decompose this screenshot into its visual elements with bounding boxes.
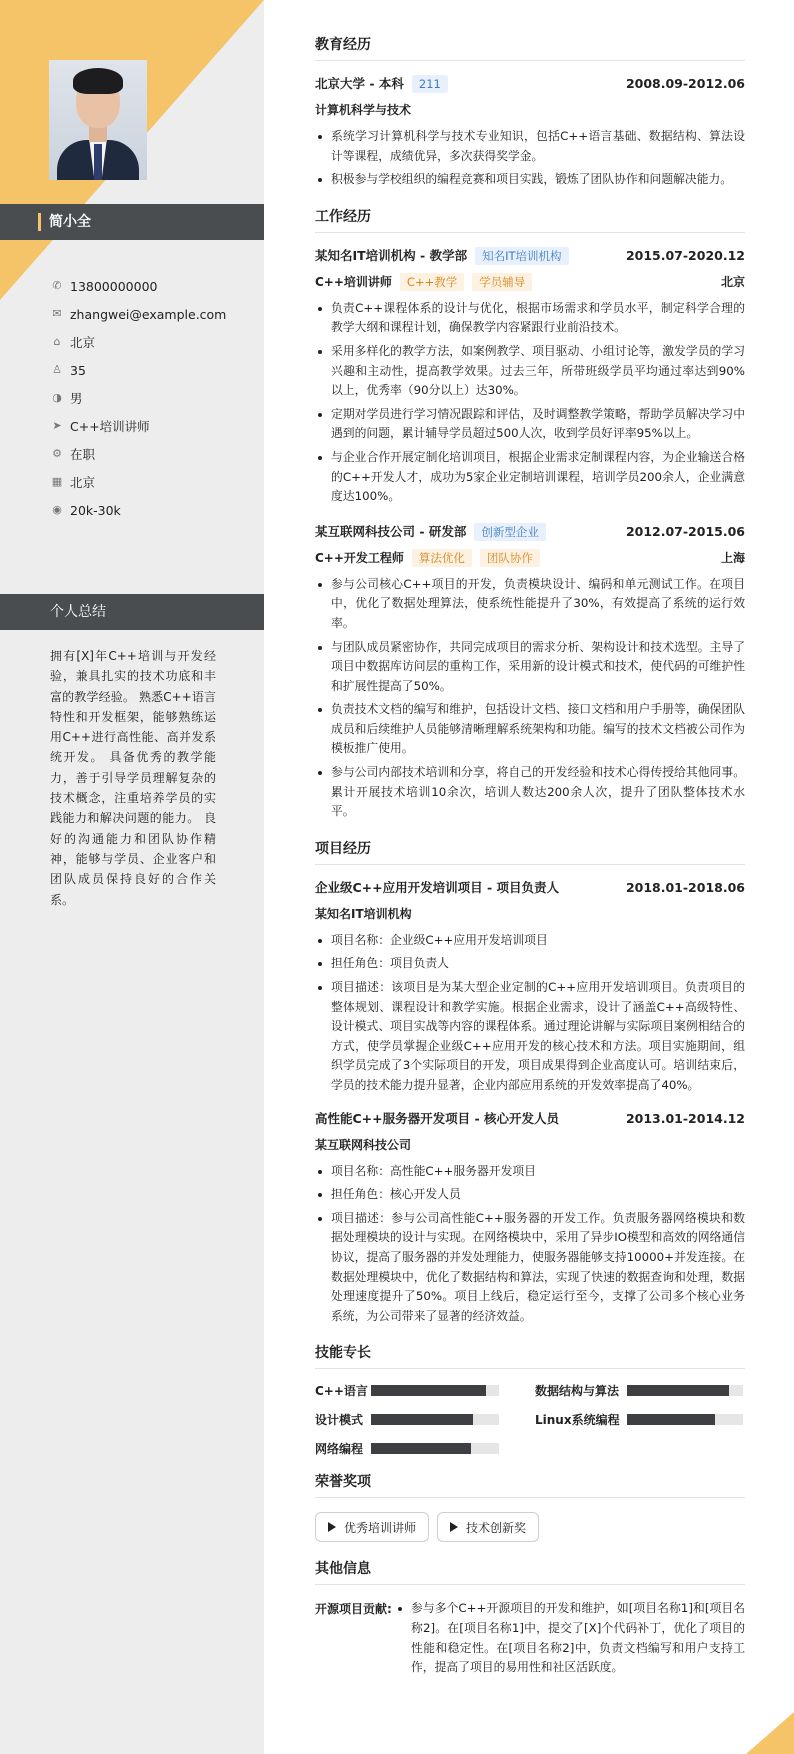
work-bullets: [315, 575, 745, 822]
candidate-name: 简小全: [49, 214, 91, 230]
role-tag: 团队协作: [480, 549, 540, 567]
project-bullets: [315, 931, 745, 1096]
info-city: [50, 468, 226, 496]
list-item: 参与多个C++开源项目的开发和维护，如[项目名称1]和[项目名称2]。在[项目名称1]中，提交了[X]个代码补丁，优化了项目的性能和稳定性。在[项目名称2]中，负责文档编写和用户支持工作，提高了项目的易用性和社区活跃度。: [395, 1599, 745, 1677]
info-text: 北京: [70, 475, 96, 490]
summary-header: [0, 594, 264, 630]
section-title: 其他信息: [315, 1560, 745, 1585]
summary-text: 拥有[X]年C++培训与开发经验，兼具扎实的技术功底和丰富的教学经验。 熟悉C++语言特性和开发框架，能够熟练运用C++进行高性能、高并发系统开发。 具备优秀的教学能力，善于引导学员理解复杂的技术概念，注重培养学员的实践能力和解决问题的能力。 良好的沟通能力和团队协作精神，能够与学员、企业客户和团队成员保持良好的合作关系。: [50, 649, 216, 907]
list-item: 担任角色：核心开发人员: [315, 1185, 745, 1205]
info-text: zhangwei@example.com: [70, 306, 227, 322]
skills-section: [315, 1344, 745, 1455]
info-text: 35: [70, 362, 86, 378]
info-text: 在职: [70, 447, 96, 462]
salary-icon: ◉: [52, 503, 62, 516]
company-tag: 创新型企业: [474, 523, 546, 541]
role-head: [315, 273, 745, 291]
skill-item: [315, 1383, 535, 1397]
list-item: 负责C++课程体系的设计与优化，根据市场需求和学员水平，制定科学合理的教学大纲和课程计划，确保教学内容紧跟行业前沿技术。: [315, 299, 745, 338]
list-item: 积极参与学校组织的编程竞赛和项目实践，锻炼了团队协作和问题解决能力。: [315, 170, 745, 190]
work-entry-head: [315, 523, 745, 541]
skill-bar-fill: [627, 1414, 715, 1425]
decor-triangle-bottom: [746, 1712, 794, 1754]
info-email: [50, 300, 226, 328]
play-icon: [328, 1522, 336, 1532]
work-entry-head: [315, 247, 745, 265]
skills-grid: [315, 1383, 745, 1455]
info-position: [50, 412, 226, 440]
section-title: 教育经历: [315, 36, 745, 61]
list-item: 与团队成员紧密协作，共同完成项目的需求分析、架构设计和技术选型。主导了项目中数据库访问层的重构工作，采用新的设计模式和技术，使代码的可维护性和扩展性提高了50%。: [315, 638, 745, 697]
skill-label: Linux系统编程: [535, 1412, 620, 1427]
building-icon: ▦: [51, 475, 63, 488]
info-text: 男: [70, 391, 83, 406]
contact-info-list: [50, 272, 226, 524]
role-title: C++培训讲师: [315, 274, 392, 289]
name-bar: [0, 204, 264, 240]
info-text: 20k-30k: [70, 502, 121, 518]
major: 计算机科学与技术: [315, 103, 412, 117]
other-bullets: [395, 1599, 745, 1681]
education-head: [315, 75, 745, 93]
send-icon: ➤: [52, 419, 62, 432]
school-tag: 211: [412, 75, 448, 93]
work-date: 2015.07-2020.12: [625, 247, 745, 263]
role-title: C++开发工程师: [315, 550, 404, 565]
project-entry: [315, 1110, 745, 1327]
info-gender: [50, 384, 226, 412]
project-date: 2018.01-2018.06: [625, 879, 745, 895]
role-head: [315, 549, 745, 567]
skill-bar-fill: [627, 1385, 729, 1396]
skill-item: [315, 1441, 535, 1455]
role-tag: 算法优化: [412, 549, 472, 567]
skill-label: 网络编程: [315, 1441, 364, 1456]
education-date: 2008.09-2012.06: [625, 76, 745, 91]
school-name: 北京大学 - 本科: [315, 76, 404, 91]
skill-bar: [627, 1385, 743, 1396]
role-tag: 学员辅导: [472, 273, 532, 291]
list-item: 参与公司内部技术培训和分享，将自己的开发经验和技术心得传授给其他同事。累计开展技术培训10余次，培训人数达200余人次，提升了团队整体技术水平。: [315, 763, 745, 822]
skill-bar: [627, 1414, 743, 1425]
skill-bar: [371, 1443, 499, 1454]
awards-list: [315, 1512, 745, 1542]
work-date: 2012.07-2015.06: [625, 523, 745, 539]
skill-item: [315, 1412, 535, 1426]
skill-bar-fill: [371, 1385, 486, 1396]
sidebar: [0, 0, 264, 1754]
award-chip[interactable]: [315, 1512, 429, 1542]
skill-label: 数据结构与算法: [535, 1383, 620, 1398]
info-location: [50, 328, 226, 356]
project-bullets: [315, 1162, 745, 1327]
gender-icon: ◑: [52, 391, 62, 404]
info-text: 13800000000: [70, 278, 158, 294]
skill-bar: [371, 1414, 499, 1425]
info-age: [50, 356, 226, 384]
award-label: 技术创新奖: [466, 1520, 527, 1535]
list-item: 与企业合作开展定制化培训项目，根据企业需求定制课程内容，为企业输送合格的C++开发人才，成功为5家企业定制培训课程，培训学员200余人，企业满意度达100%。: [315, 448, 745, 507]
list-item: 负责技术文档的编写和维护，包括设计文档、接口文档和用户手册等，确保团队成员和后续维护人员能够清晰理解系统架构和功能。编写的技术文档被公司作为模板推广使用。: [315, 700, 745, 759]
info-salary: [50, 496, 226, 524]
award-chip[interactable]: [437, 1512, 539, 1542]
work-entry: [315, 523, 745, 822]
section-title: 技能专长: [315, 1344, 745, 1369]
list-item: 参与公司核心C++项目的开发，负责模块设计、编码和单元测试工作。在项目中，优化了数据处理算法，使系统性能提升了30%，有效提高了系统的运行效率。: [315, 575, 745, 634]
project-entry: [315, 879, 745, 1096]
list-item: 定期对学员进行学习情况跟踪和评估，及时调整教学策略，帮助学员解决学习中遇到的问题，累计辅导学员超过500人次，收到学员好评率95%以上。: [315, 405, 745, 444]
list-item: 项目描述：参与公司高性能C++服务器的开发工作。负责服务器网络模块和数据处理模块的设计与实现。在网络模块中，采用了异步IO模型和高效的网络通信协议，提高了服务器的并发处理能力，使服务器能够支持10000+并发连接。在数据处理模块中，优化了数据结构和算法，实现了快速的数据查询和处理，数据处理速度提升了50%。项目上线后，稳定运行至今，支撑了公司多个核心业务系统，为公司带来了显著的经济效益。: [315, 1209, 745, 1327]
list-item: 采用多样化的教学方法，如案例教学、项目驱动、小组讨论等，激发学员的学习兴趣和主动性，提高教学效果。过去三年，所带班级学员平均通过率达到90%以上，优秀率（90分以上）达30%。: [315, 342, 745, 401]
avatar: [49, 60, 147, 180]
skill-label: 设计模式: [315, 1412, 364, 1427]
award-label: 优秀培训讲师: [344, 1520, 417, 1535]
project-head: [315, 879, 745, 897]
play-icon: [450, 1522, 458, 1532]
other-row: [315, 1599, 745, 1691]
education-bullets: [315, 127, 745, 190]
work-city: 上海: [720, 550, 745, 565]
section-title: 荣誉奖项: [315, 1473, 745, 1498]
list-item: 担任角色：项目负责人: [315, 954, 745, 974]
education-section: [315, 36, 745, 190]
gear-icon: ⚙: [52, 447, 62, 460]
phone-icon: ✆: [52, 279, 62, 292]
other-section: [315, 1560, 745, 1691]
project-name: 高性能C++服务器开发项目 - 核心开发人员: [315, 1110, 560, 1126]
info-status: [50, 440, 226, 468]
info-phone: [50, 272, 226, 300]
list-item: 项目名称：企业级C++应用开发培训项目: [315, 931, 745, 951]
work-section: [315, 208, 745, 822]
project-org: 某互联网科技公司: [315, 1137, 412, 1152]
skill-item: [535, 1412, 745, 1426]
info-text: 北京: [70, 335, 96, 350]
work-bullets: [315, 299, 745, 507]
list-item: 系统学习计算机科学与技术专业知识，包括C++语言基础、数据结构、算法设计等课程，成绩优异，多次获得奖学金。: [315, 127, 745, 166]
skill-bar-fill: [371, 1443, 471, 1454]
skill-bar-fill: [371, 1414, 473, 1425]
info-text: C++培训讲师: [70, 419, 150, 434]
other-key: 开源项目贡献:: [315, 1602, 392, 1617]
project-head: [315, 1110, 745, 1128]
age-icon: ♙: [52, 363, 62, 376]
skill-bar: [371, 1385, 499, 1396]
company-name: 某知名IT培训机构 - 教学部: [315, 247, 468, 263]
mail-icon: ✉: [52, 307, 62, 320]
section-title: 项目经历: [315, 840, 745, 865]
work-entry: [315, 247, 745, 507]
project-name: 企业级C++应用开发培训项目 - 项目负责人: [315, 879, 560, 895]
list-item: 项目描述：该项目是为某大型企业定制的C++应用开发培训项目。负责项目的整体规划、课程设计和教学实施。根据企业需求，设计了涵盖C++高级特性、设计模式、项目实战等内容的课程体系。通过理论讲解与实际项目案例相结合的方式，使学员掌握企业级C++应用开发的核心技术和方法。项目实施期间，组织学员完成了3个实际项目的开发，项目成果得到企业高度认可。培训结束后，学员的技术能力提升显著，企业内部应用系统的开发效率提高了40%。: [315, 978, 745, 1096]
list-item: 项目名称：高性能C++服务器开发项目: [315, 1162, 745, 1182]
section-title: 工作经历: [315, 208, 745, 233]
projects-section: [315, 840, 745, 1327]
home-icon: ⌂: [53, 335, 61, 348]
company-tag: 知名IT培训机构: [475, 247, 568, 265]
company-name: 某互联网科技公司 - 研发部: [315, 523, 467, 539]
role-tag: C++教学: [400, 273, 464, 291]
project-date: 2013.01-2014.12: [625, 1110, 745, 1126]
summary-title: 个人总结: [50, 604, 106, 620]
skill-item: [535, 1383, 745, 1397]
work-city: 北京: [720, 274, 745, 289]
main-content: [315, 36, 745, 1710]
skill-label: C++语言: [315, 1383, 368, 1398]
awards-section: [315, 1473, 745, 1542]
project-org: 某知名IT培训机构: [315, 906, 412, 921]
